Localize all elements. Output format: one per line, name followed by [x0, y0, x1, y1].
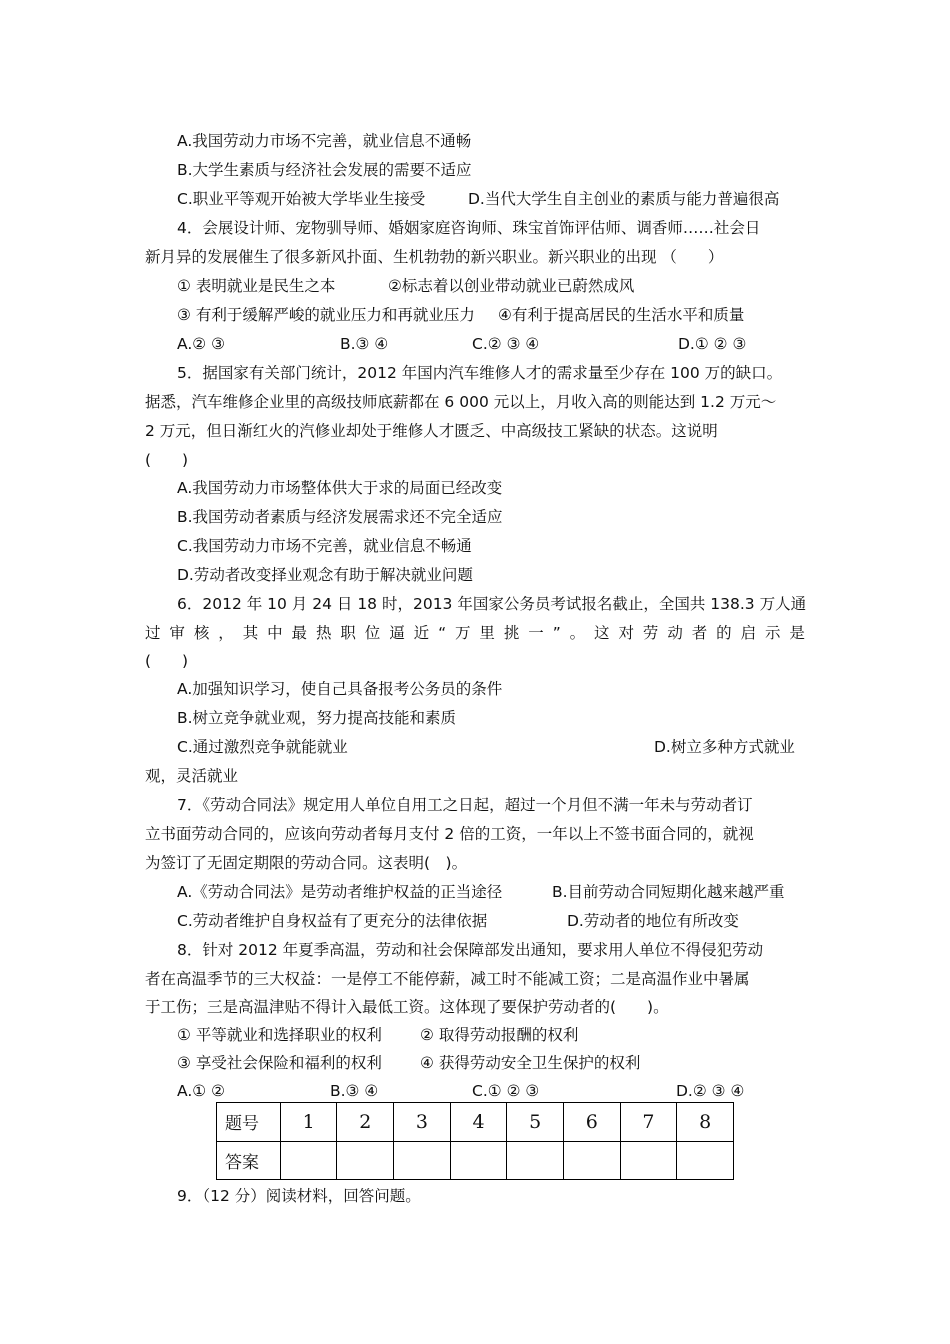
q6-stem-line2: [145, 623, 805, 643]
answer-cell[interactable]: [564, 1141, 621, 1180]
question-number-row: [217, 1103, 734, 1142]
q6-char: 中: [267, 624, 283, 642]
q6-char: 审: [169, 624, 185, 642]
q4-option-a: A.② ③: [177, 335, 225, 353]
q6-option-d-part2: 观，灵活就业: [145, 767, 239, 785]
q6-option-a: A.加强知识学习，使自己具备报考公务员的条件: [177, 680, 503, 698]
q6-stem-line3: ( ): [145, 652, 189, 670]
q8-option-d: D.② ③ ④: [676, 1082, 745, 1100]
q8-item2: ② 取得劳动报酬的权利: [420, 1026, 579, 1044]
answer-cell[interactable]: [450, 1141, 507, 1180]
q8-option-b: B.③ ④: [330, 1082, 379, 1100]
question-number-cell: 1: [280, 1103, 337, 1142]
q6-char: 。: [569, 624, 586, 642]
answer-cell[interactable]: [394, 1141, 451, 1180]
q4-item4: ④有利于提高居民的生活水平和质量: [498, 306, 745, 324]
q4-stem-line1: 4．会展设计师、宠物驯导师、婚姻家庭咨询师、珠宝首饰评估师、调香师……社会日: [177, 219, 761, 237]
q4-item3: ③ 有利于缓解严峻的就业压力和再就业压力: [177, 306, 475, 324]
question-number-label: 题号: [217, 1103, 281, 1142]
q6-char: 示: [765, 624, 781, 642]
answer-cell[interactable]: [507, 1141, 564, 1180]
q5-stem-line2: 据悉，汽车维修企业里的高级技师底薪都在 6 000 元以上，月收入高的则能达到 1.2 万元～: [145, 393, 777, 411]
q6-char: 劳: [642, 624, 659, 642]
q6-char: 一: [528, 624, 544, 642]
q5-option-b: B.我国劳动者素质与经济发展需求还不完全适应: [177, 508, 503, 526]
q7-option-d: D.劳动者的地位有所改变: [567, 912, 739, 930]
q4-item1: ① 表明就业是民生之本: [177, 277, 336, 295]
question-number-cell: 7: [620, 1103, 677, 1142]
q8-stem-line2: 者在高温季节的三大权益：一是停工不能停薪，减工时不能减工资；二是高温作业中暑属: [145, 970, 750, 988]
q6-char: 热: [315, 624, 332, 642]
q7-option-a: A.《劳动合同法》是劳动者维护权益的正当途径: [177, 883, 503, 901]
q7-stem-line1: 7．《劳动合同法》规定用人单位自用工之日起，超过一个月但不满一年未与劳动者订: [177, 796, 753, 814]
q6-option-d-part1: D.树立多种方式就业: [654, 738, 795, 756]
q6-option-b: B.树立竞争就业观，努力提高技能和素质: [177, 709, 457, 727]
q6-char: ，: [218, 624, 234, 642]
q8-item3: ③ 享受社会保险和福利的权利: [177, 1054, 382, 1072]
q6-char: ”: [552, 624, 561, 642]
question-number-cell: 8: [677, 1103, 734, 1142]
q3-option-d: D.当代大学生自主创业的素质与能力普遍很高: [468, 190, 780, 208]
q4-option-b: B.③ ④: [340, 335, 389, 353]
q6-char: 职: [340, 624, 356, 642]
q8-stem-line1: 8．针对 2012 年夏季高温，劳动和社会保障部发出通知，要求用人单位不得侵犯劳动: [177, 941, 764, 959]
q4-option-d: D.① ② ③: [678, 335, 747, 353]
q6-char: 过: [145, 624, 161, 642]
q5-option-d: D.劳动者改变择业观念有助于解决就业问题: [177, 566, 473, 584]
question-number-cell: 3: [394, 1103, 451, 1142]
answer-cell[interactable]: [677, 1141, 734, 1180]
q6-char: 的: [716, 624, 732, 642]
question-number-cell: 6: [564, 1103, 621, 1142]
q6-char: 者: [691, 624, 708, 642]
q5-option-c: C.我国劳动力市场不完善，就业信息不畅通: [177, 537, 472, 555]
q7-option-b: B.目前劳动合同短期化越来越严重: [552, 883, 785, 901]
q6-char: 最: [291, 624, 308, 642]
q3-option-c: C.职业平等观开始被大学毕业生接受: [177, 190, 426, 208]
q5-stem-line3: 2 万元，但日渐红火的汽修业却处于维修人才匮乏、中高级技工紧缺的状态。这说明: [145, 422, 718, 440]
question-number-cell: 2: [337, 1103, 394, 1142]
q8-stem-line3: 于工伤；三是高温津贴不得计入最低工资。这体现了要保护劳动者的( )。: [145, 998, 669, 1016]
q6-stem-line1: 6．2012 年 10 月 24 日 18 时，2013 年国家公务员考试报名截止，全国共 138.3 万人通: [177, 595, 807, 613]
q6-char: 对: [618, 624, 634, 642]
q3-option-a: A.我国劳动力市场不完善，就业信息不通畅: [177, 132, 472, 150]
q4-item2: ②标志着以创业带动就业已蔚然成风: [388, 277, 635, 295]
q7-stem-line3: 为签订了无固定期限的劳动合同。这表明( )。: [145, 854, 468, 872]
q6-char: 万: [455, 624, 471, 642]
q6-char: 其: [242, 624, 259, 642]
q9-stem: 9．（12 分）阅读材料，回答问题。: [177, 1187, 421, 1205]
q8-option-c: C.① ② ③: [472, 1082, 540, 1100]
q4-stem-line2: 新月异的发展催生了很多新风扑面、生机勃勃的新兴职业。新兴职业的出现 （ ）: [145, 248, 724, 266]
answer-row: [217, 1141, 734, 1180]
q6-char: 里: [479, 624, 495, 642]
q6-char: 启: [740, 624, 757, 642]
answer-cell[interactable]: [337, 1141, 394, 1180]
q6-char: 挑: [503, 624, 520, 642]
q5-stem-line1: 5．据国家有关部门统计，2012 年国内汽车维修人才的需求量至少存在 100 万的缺口。: [177, 364, 783, 382]
answer-table: [216, 1102, 734, 1180]
q8-item4: ④ 获得劳动安全卫生保护的权利: [420, 1054, 641, 1072]
answer-label: 答案: [217, 1141, 281, 1180]
q3-option-b: B.大学生素质与经济社会发展的需要不适应: [177, 161, 472, 179]
q4-option-c: C.② ③ ④: [472, 335, 540, 353]
q8-option-a: A.① ②: [177, 1082, 225, 1100]
q6-char: 这: [594, 624, 610, 642]
q6-char: 逼: [389, 624, 405, 642]
q7-stem-line2: 立书面劳动合同的，应该向劳动者每月支付 2 倍的工资，一年以上不签书面合同的，就视: [145, 825, 754, 843]
q6-char: 动: [667, 624, 683, 642]
answer-cell[interactable]: [620, 1141, 677, 1180]
q6-char: 位: [364, 624, 381, 642]
q6-char: 近: [413, 624, 430, 642]
q6-option-c: C.通过激烈竞争就能就业: [177, 738, 348, 756]
q6-char: 是: [789, 624, 805, 642]
q6-char: “: [438, 624, 447, 642]
q8-item1: ① 平等就业和选择职业的权利: [177, 1026, 382, 1044]
q5-stem-line4: ( ): [145, 451, 189, 469]
q6-char: 核: [193, 624, 210, 642]
q7-option-c: C.劳动者维护自身权益有了更充分的法律依据: [177, 912, 488, 930]
question-number-cell: 5: [507, 1103, 564, 1142]
question-number-cell: 4: [450, 1103, 507, 1142]
q5-option-a: A.我国劳动力市场整体供大于求的局面已经改变: [177, 479, 503, 497]
answer-cell[interactable]: [280, 1141, 337, 1180]
